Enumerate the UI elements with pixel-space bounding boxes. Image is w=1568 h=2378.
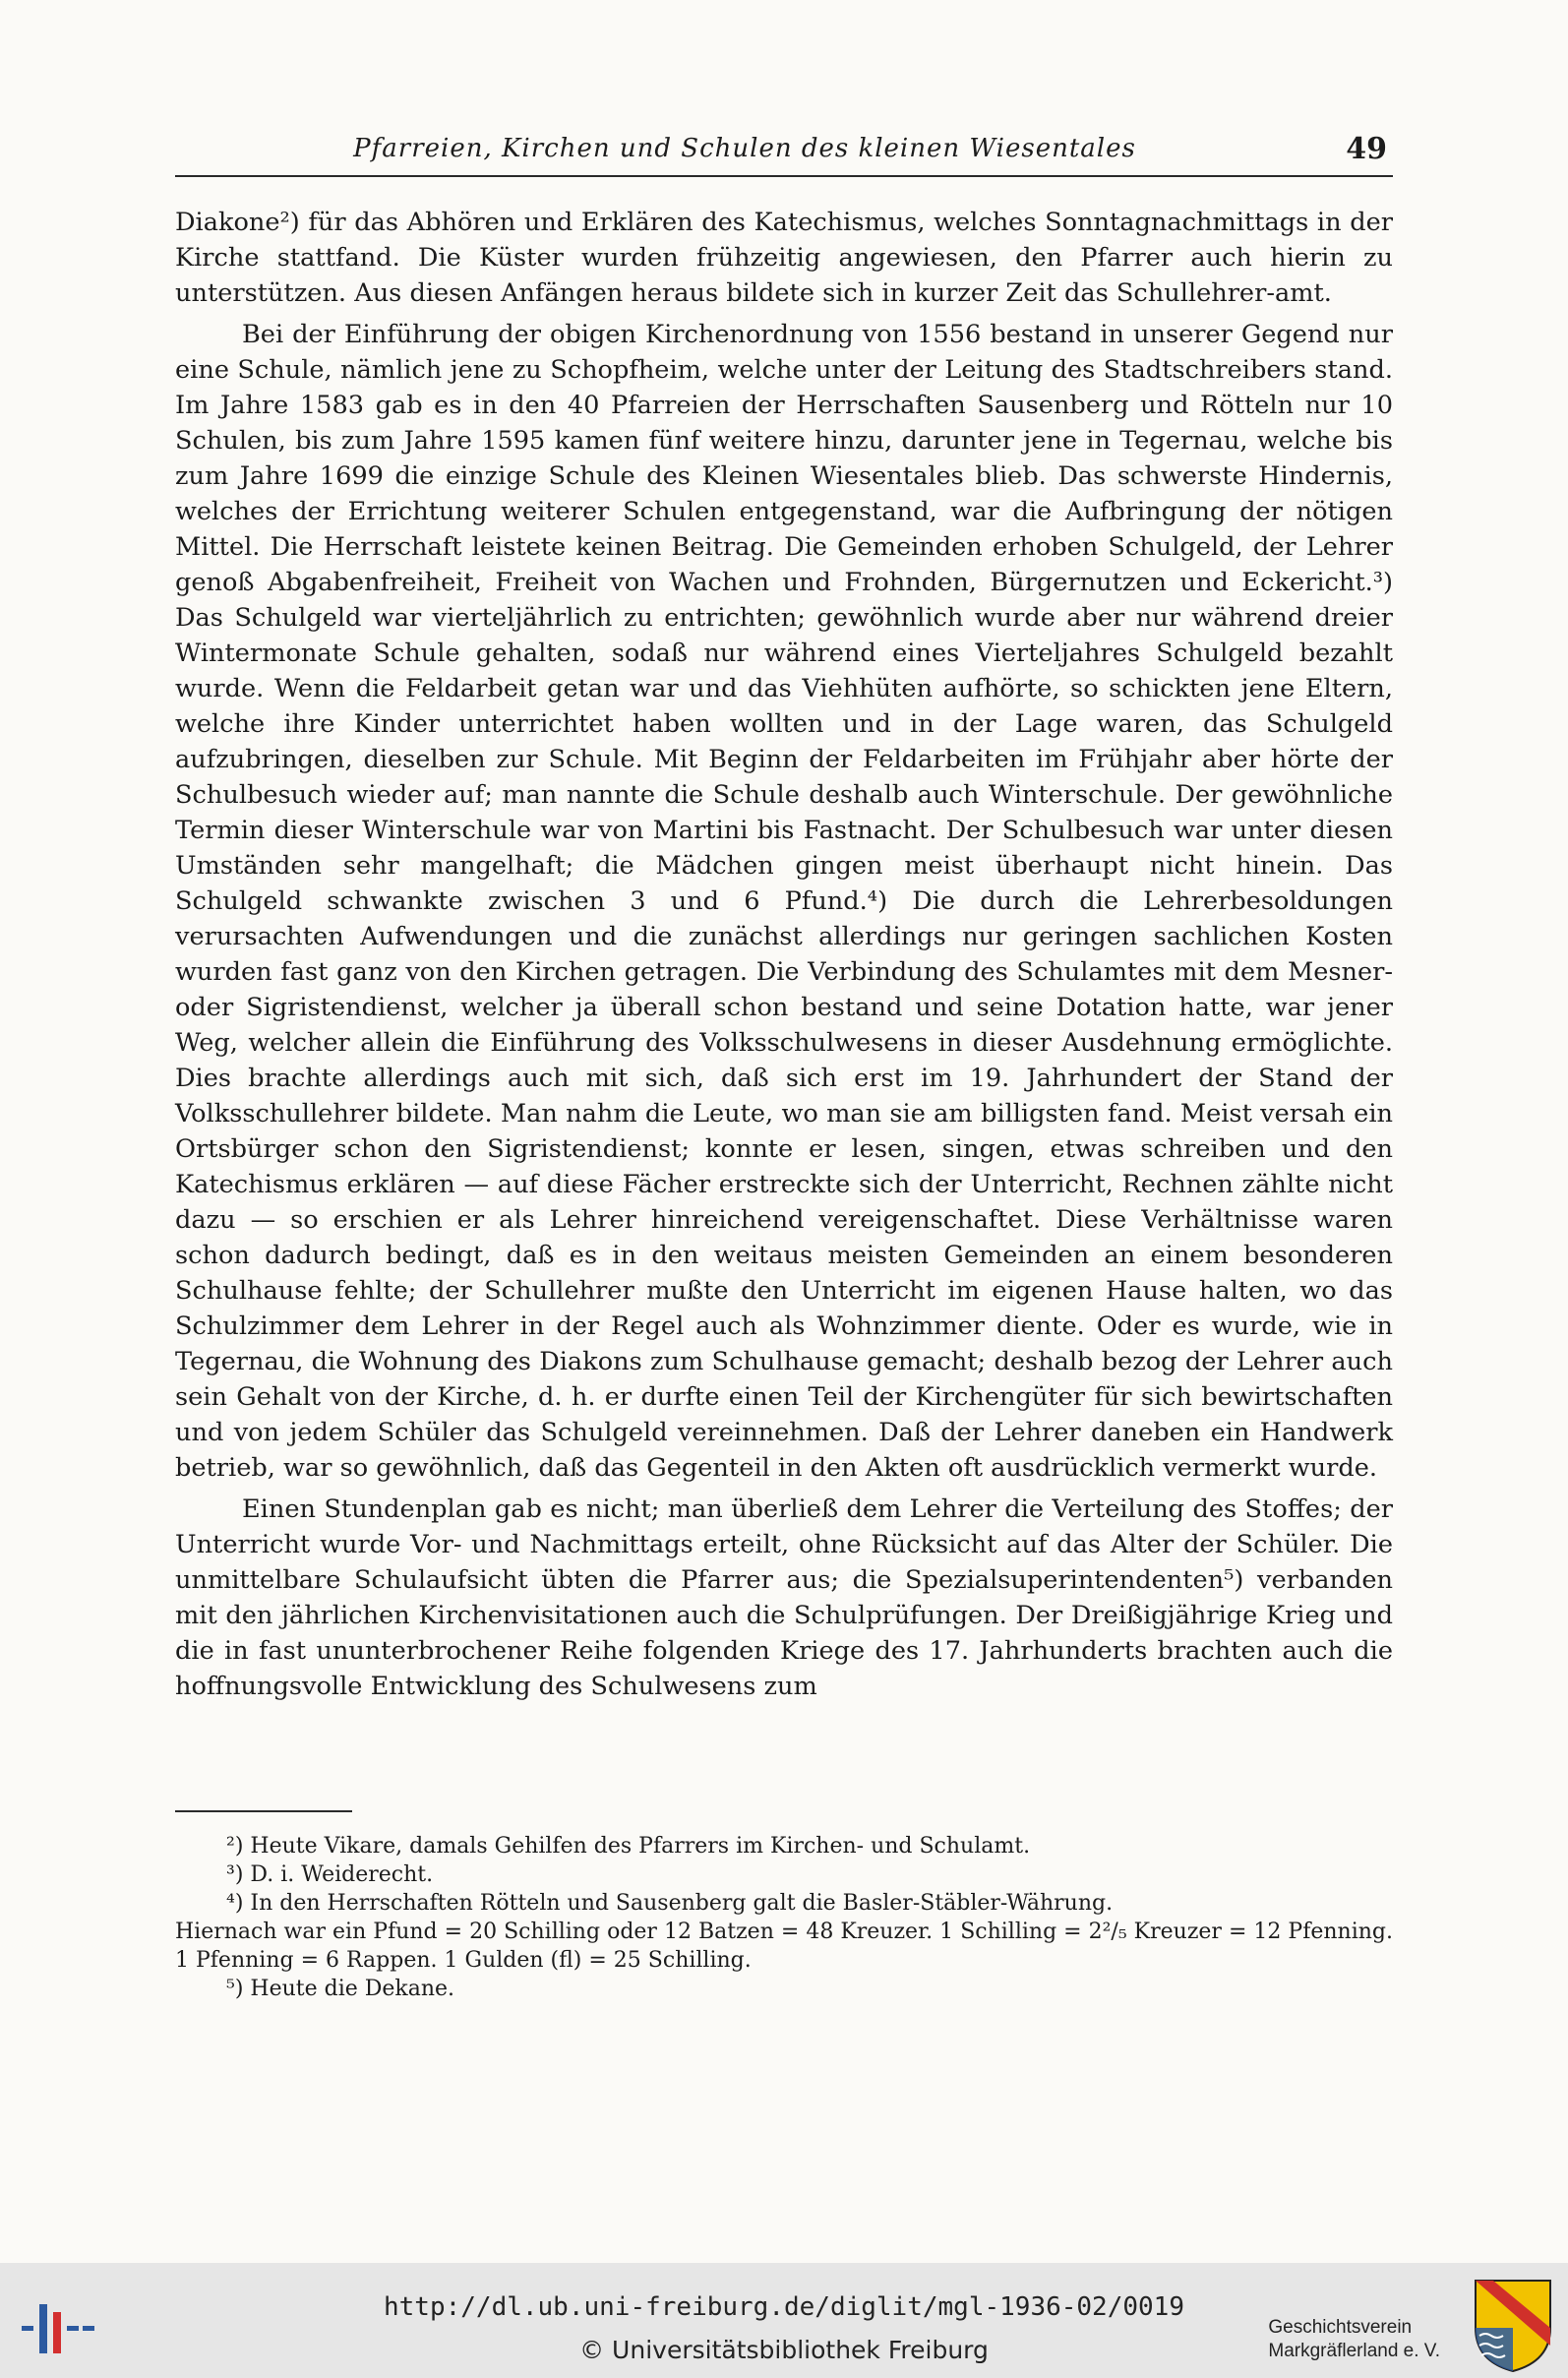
paragraph: Bei der Einführung der obigen Kirchenordnung von 1556 bestand in unserer Gegend nur eine Schule, nämlich jene zu Schopfheim, welche unter der Leitung des Stadtschreibers stand. Im Jahre 1583 gab es in den 40 Pfarreien der Herrschaften Sausenberg und Rötteln nur 10 Schulen, bis zum Jahre 1595 kamen fünf weitere hinzu, darunter jene in Tegernau, welche bis zum Jahre 1699 die einzige Schule des Kleinen Wiesentales blieb. Das schwerste Hindernis, welches der Errichtung weiterer Schulen entgegenstand, war die Aufbringung der nötigen Mittel. Die Herrschaft leistete keinen Beitrag. Die Gemeinden erhoben Schulgeld, der Lehrer genoß Abgabenfreiheit, Freiheit von Wachen und Frohnden, Bürgernutzen und Eckericht.³) Das Schulgeld war vierteljährlich zu entrichten; gewöhnlich wurde aber nur während dreier Wintermonate Schule gehalten, sodaß nur während eines Vierteljahres Schulgeld bezahlt wurde. Wenn die Feldarbeit getan war und das Viehhüten aufhörte, so schickten jene Eltern, welche ihre Kinder unterrichtet haben wollten und in der Lage waren, das Schulgeld aufzubringen, dieselben zur Schule. Mit Beginn der Feldarbeiten im Frühjahr aber hörte der Schulbesuch wieder auf; man nannte die Schule deshalb auch Winterschule. Der gewöhnliche Termin dieser Winterschule war von Martini bis Fastnacht. Der Schulbesuch war unter diesen Umständen sehr mangelhaft; die Mädchen gingen meist überhaupt nicht hinein. Das Schulgeld schwankte zwischen 3 und 6 Pfund.⁴) Die durch die Lehrerbesoldungen verursachten Aufwendungen und die zunächst allerdings nur geringen sachlichen Kosten wurden fast ganz von den Kirchen getragen. Die Verbindung des Schulamtes mit dem Mesner- oder Sigristendienst, welcher ja überall schon bestand und seine Dotation hatte, war jener Weg, welcher allein die Einführung des Volksschulwesens in dieser Ausdehnung ermöglichte. Dies brachte allerdings auch mit sich, daß sich erst im 19. Jahrhundert der Stand der Volksschullehrer bildete. Man nahm die Leute, wo man sie am billigsten fand. Meist versah ein Ortsbürger schon den Sigristendienst; konnte er lesen, singen, etwas schreiben und den Katechismus erklären — auf diese Fächer erstreckte sich der Unterricht, Rechnen zählte nicht dazu — so erschien er als Lehrer hinreichend vereigenschaftet. Diese Verhältnisse waren schon dadurch bedingt, daß es in den weitaus meisten Gemeinden an einem besonderen Schulhause fehlte; der Schullehrer mußte den Unterricht im eigenen Hause halten, wo das Schulzimmer dem Lehrer in der Regel auch als Wohnzimmer diente. Oder es wurde, wie in Tegernau, die Wohnung des Diakons zum Schulhause gemacht; deshalb bezog der Lehrer auch sein Gehalt von der Kirche, d. h. er durfte einen Teil der Kirchengüter für sich bewirtschaften und von jedem Schüler das Schulgeld vereinnehmen. Daß der Lehrer daneben ein Handwerk betrieb, war so gewöhnlich, daß das Gegenteil in den Akten oft ausdrücklich vermerkt wurde. [175, 320, 1393, 1483]
footnotes [175, 1832, 1393, 2003]
header-rule [175, 175, 1393, 177]
footnote-continuation: Hiernach war ein Pfund = 20 Schilling oder 12 Batzen = 48 Kreuzer. 1 Schilling = 2²/₅ Kreuzer = 12 Pfenning. 1 Pfenning = 6 Rappen. 1 Gulden (fl) = 25 Schilling. [175, 1920, 1393, 1973]
markgraeflerland-crest-icon[interactable] [1472, 2277, 1554, 2373]
page-number: 49 [1346, 132, 1387, 166]
footnote: ⁴) In den Herrschaften Rötteln und Sausenberg galt die Basler-Stäbler-Währung. [226, 1891, 1114, 1916]
source-url-link[interactable]: http://dl.ub.uni-freiburg.de/diglit/mgl-1936-02/0019 [384, 2292, 1184, 2322]
footnote: ²) Heute Vikare, damals Gehilfen des Pfarrers im Kirchen- und Schulamt. [226, 1834, 1031, 1859]
footnote: ³) D. i. Weiderecht. [226, 1862, 434, 1887]
body-text [175, 205, 1393, 1710]
footer-bar [0, 2263, 1568, 2378]
society-line-1: Geschichtsverein [1268, 2317, 1413, 2338]
copyright-text: © Universitätsbibliothek Freiburg [579, 2336, 989, 2364]
footnote-rule [175, 1810, 352, 1812]
running-header [175, 130, 1393, 173]
society-line-2: Markgräflerland e. V. [1268, 2341, 1440, 2361]
running-title: Pfarreien, Kirchen und Schulen des kleinen Wiesentales [353, 134, 1136, 163]
paragraph: Diakone²) für das Abhören und Erklären des Katechismus, welches Sonntagnachmittags in der Kirche stattfand. Die Küster wurden frühzeitig angewiesen, den Pfarrer auch hierin zu unterstützen. Aus diesen Anfängen heraus bildete sich in kurzer Zeit das Schullehrer-amt. [175, 208, 1393, 308]
footnote: ⁵) Heute die Dekane. [226, 1977, 455, 2001]
paragraph: Einen Stundenplan gab es nicht; man überließ dem Lehrer die Verteilung des Stoffes; der Unterricht wurde Vor- und Nachmittags erteilt, ohne Rücksicht auf das Alter der Schüler. Die unmittelbare Schulaufsicht übten die Pfarrer aus; die Spezialsuperintendenten⁵) verbanden mit den jährlichen Kirchenvisitationen auch die Schulprüfungen. Der Dreißigjährige Krieg und die in fast ununterbrochener Reihe folgenden Kriege des 17. Jahrhunderts brachten auch die hoffnungsvolle Entwicklung des Schulwesens zum [175, 1494, 1393, 1701]
society-name [1268, 2316, 1440, 2363]
